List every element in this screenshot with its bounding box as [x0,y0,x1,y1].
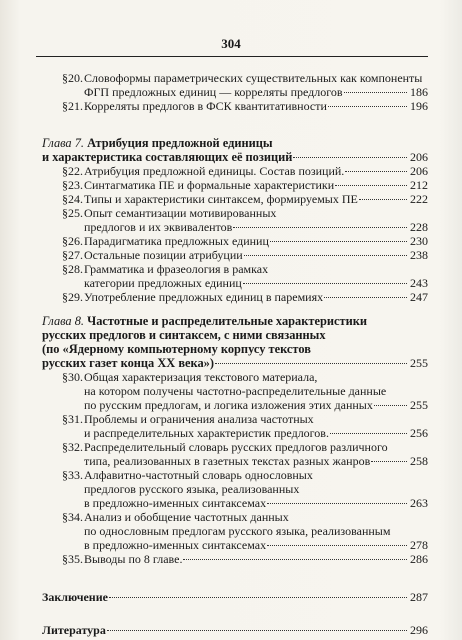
page-ref: 238 [410,248,428,262]
toc-entry [84,276,428,290]
dot-leader [243,283,407,284]
section-title-line: по русским предлогам, и логика изложения этих данных [84,398,373,412]
chapter-title-text: (по «Ядерному компьютерному корпусу текстов [42,342,311,356]
page-ref: 196 [410,99,428,113]
section-title-line: Атрибуция предложной единицы. Состав позиций. [84,164,345,178]
chapter-title-text: и характеристика составляющих её позиций [42,150,293,164]
section-title-line: Парадигматика предложных единиц [84,234,269,248]
page-ref: 222 [410,192,428,206]
page-ref: 278 [410,538,428,552]
toc-entry [84,552,428,566]
section-title-line: типа, реализованных в газетных текстах разных жанров [84,454,371,468]
page-ref: 258 [410,454,428,468]
dot-leader [335,185,407,186]
dot-leader [183,559,407,560]
section-title-line: в предложно-именных синтаксемах [84,496,267,510]
dot-leader [267,503,407,504]
toc-entry [84,99,428,113]
section-number: §23. [62,178,83,192]
dot-leader [270,241,407,242]
toc-entry [84,85,428,99]
section-number: §33. [62,468,83,482]
dot-leader [328,106,407,107]
toc-entry [84,454,428,468]
section-title-line: по однословным предлогам русского языка, реализованным [84,524,391,538]
dot-leader [107,630,407,631]
toc-entry [84,496,428,510]
toc-entry [84,290,428,304]
section-title-line: Остальные позиции атрибуции [84,248,243,262]
dot-leader [344,92,407,93]
toc-entry [84,192,428,206]
dot-leader [371,461,407,462]
section-number: §32. [62,440,83,454]
toc-entry [84,538,428,552]
conclusion-label: Заключение [42,590,108,604]
section-number: §35. [62,552,83,566]
section-number: §20. [62,71,83,85]
section-number: §21. [62,99,83,113]
section-title-line: ФГП предложных единиц — корреляты предлогов [84,85,343,99]
page-ref: 255 [410,356,428,370]
dot-leader [330,433,407,434]
section-title-line: Словоформы параметрических существительных как компоненты [84,71,423,85]
chapter-label: Глава 7. [42,136,85,150]
dot-leader [233,227,407,228]
page-ref: 287 [410,590,428,604]
section-number: §29. [62,290,83,304]
section-title-line: Алфавитно-частотный словарь однословных [84,468,313,482]
section-title-line: Синтагматика ПЕ и формальные характеристики [84,178,335,192]
dot-leader [359,199,407,200]
page-number: 304 [221,36,241,51]
section-title-line: Корреляты предлогов в ФСК квантитативности [84,99,327,113]
section-title-line: Общая характеризация текстового материала, [84,370,318,384]
section-title-line: на котором получены частотно-распределительные данные [84,384,387,398]
chapter-title-line [42,136,273,150]
dot-leader [345,171,407,172]
section-title-line: категории предложных единиц [84,276,242,290]
page-ref: 263 [410,496,428,510]
dot-leader [374,405,407,406]
dot-leader [244,255,407,256]
section-title-line: Типы и характеристики синтаксем, формируемых ПЕ [84,192,358,206]
section-number: §22. [62,164,83,178]
chapter-title-line [42,328,326,342]
page-ref: 247 [410,290,428,304]
section-number: §25. [62,206,83,220]
page-ref: 296 [410,623,428,637]
chapter-title-text: Атрибуция предложной единицы [87,136,273,150]
page-ref: 206 [410,150,428,164]
page-ref: 286 [410,552,428,566]
section-title-line: и распределительных характеристик предлогов. [84,426,329,440]
toc-entry [84,398,428,412]
chapter-title-line [42,356,214,370]
page-ref: 206 [410,164,428,178]
section-number: §27. [62,248,83,262]
section-number: §30. [62,370,83,384]
section-title-line: Употребление предложных единиц в паремиях [84,290,324,304]
page-ref: 230 [410,234,428,248]
conclusion-entry [42,590,428,604]
literature-label: Литература [42,623,106,637]
section-title-line: Выводы по 8 главе. [84,552,183,566]
chapter-entry [42,356,428,370]
section-title-line: Грамматика и фразеология в рамках [84,262,269,276]
dot-leader [109,597,407,598]
section-number: §28. [62,262,83,276]
section-title-line: Проблемы и ограничения анализа частотных [84,412,314,426]
section-title-line: Анализ и обобщение частотных данных [84,510,289,524]
toc-entry [84,248,428,262]
chapter-title-line [42,342,311,356]
toc-entry [84,426,428,440]
section-title-line: предлогов и их эквивалентов [84,220,233,234]
section-number: §26. [62,234,83,248]
toc-entry [84,234,428,248]
page-ref: 255 [410,398,428,412]
literature-entry [42,623,428,637]
section-number: §34. [62,510,83,524]
toc-entry [84,220,428,234]
dot-leader [324,297,407,298]
chapter-title-text: Частотные и распределительные характеристики [87,314,368,328]
dot-leader [267,545,407,546]
chapter-title-line [42,314,367,328]
section-title-line: Распределительный словарь русских предлогов различного [84,440,388,454]
chapter-title-text: русских газет конца ХХ века») [42,356,214,370]
page-ref: 228 [410,220,428,234]
toc-entry [84,164,428,178]
section-number: §24. [62,192,83,206]
page-ref: 186 [410,85,428,99]
page-ref: 212 [410,178,428,192]
section-number: §31. [62,412,83,426]
toc-entry [84,178,428,192]
page-ref: 256 [410,426,428,440]
chapter-title-line [42,150,292,164]
section-title-line: Опыт семантизации мотивированных [84,206,277,220]
dot-leader [293,157,407,158]
chapter-label: Глава 8. [42,314,85,328]
chapter-entry [42,150,428,164]
chapter-title-text: русских предлогов и синтаксем, с ними связанных [42,328,326,342]
page-ref: 243 [410,276,428,290]
section-title-line: в предложно-именных синтаксемах [84,538,267,552]
section-title-line: предлогов русского языка, реализованных [84,482,300,496]
dot-leader [215,363,407,364]
